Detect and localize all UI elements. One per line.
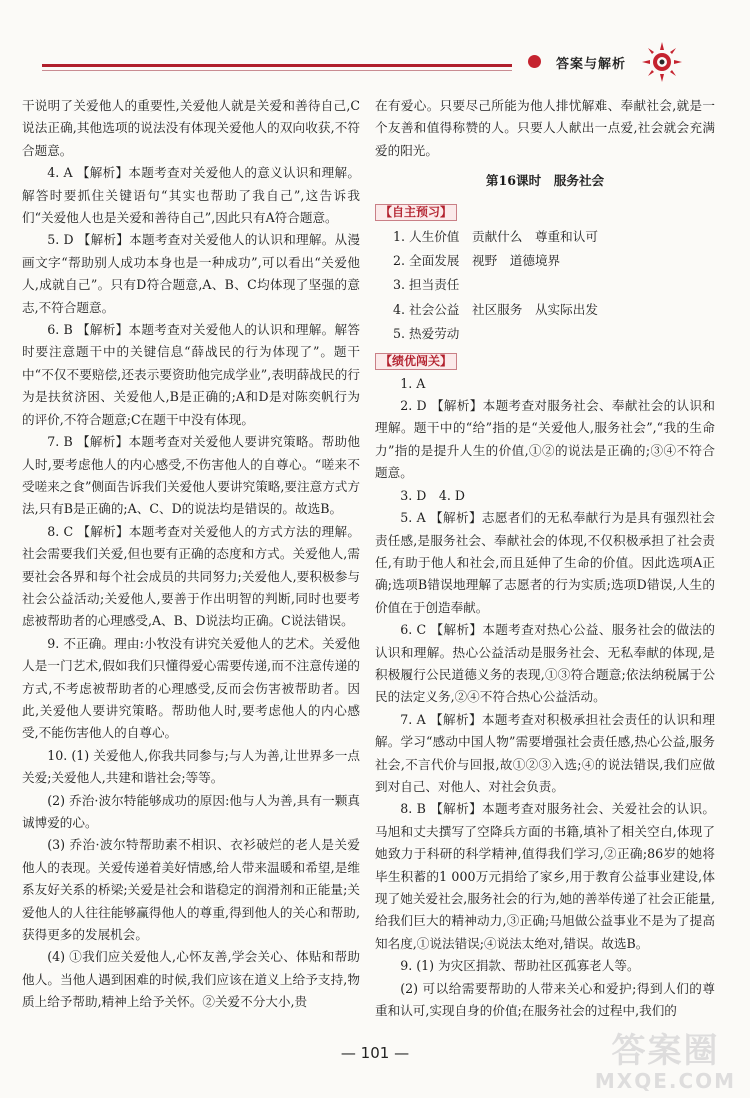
answer-paragraph: 3. D 4. D	[400, 487, 466, 503]
preview-item: 3. 担当责任	[393, 277, 460, 293]
answer-paragraph: 4. A 【解析】本题考查对关爱他人的意义认识和理解。解答时要抓住关键语句“其实也帮助了我自己”,这告诉我们“关爱他人也是关爱和善待自己”,因此只有A符合题意。	[22, 165, 360, 226]
answer-paragraph: 5. D 【解析】本题考查对关爱他人的认识和理解。从漫画文字“帮助别人成功本身也是一种成功”,可以看出“关爱他人,成就自己”。只有D符合题意,A、B、C均体现了坚强的意志,不符合题意。	[22, 232, 360, 315]
answer-paragraph: 9. (1) 为灾区捐款、帮助社区孤寡老人等。	[400, 958, 640, 974]
answer-paragraph: (2) 乔治·波尔特能够成功的原因:他与人为善,具有一颗真诚博爱的心。	[22, 792, 360, 830]
continued-paragraph: 在有爱心。只要尽己所能为他人排忧解难、奉献社会,就是一个友善和值得称赞的人。只要人人献出一点爱,社会就会充满爱的阳光。	[375, 98, 715, 158]
sunburst-logo-icon	[640, 40, 684, 84]
answer-paragraph: 10. (1) 关爱他人,你我共同参与;与人为善,让世界多一点关爱;关爱他人,共建和谐社会;等等。	[22, 747, 360, 786]
header-bullet-icon	[528, 55, 541, 68]
answer-paragraph: 6. B 【解析】本题考查对关爱他人的认识和理解。解答时要注意题干中的关键信息“薛战民的行为体现了”。题干中“不仅不要赔偿,还表示要资助他完成学业”,表明薛战民的行为是扶贫济困、关爱他人,B是正确的;A和D是对陈奕帆行为的评价,不符合题意;C在题干中没有体现。	[22, 322, 360, 427]
answer-paragraph: (4) ①我们应关爱他人,心怀友善,学会关心、体贴和帮助他人。当他人遇到困难的时候,我们应该在道义上给予支持,物质上给予帮助,精神上给予关怀。②关爱不分大小,贵	[22, 949, 360, 1010]
answer-paragraph: 8. B 【解析】本题考查对服务社会、关爱社会的认识。马旭和丈夫撰写了空降兵方面的书籍,填补了相关空白,体现了她致力于科研的科学精神,值得我们学习,②正确;86岁的她将毕生积蓄的1 000万元捐给了家乡,用于教育公益事业建设,体现了她关爱社会,服务社会的行为,她的善举传递了社会正能量,给我们巨大的精神动力,③正确;马旭做公益事业不是为了提高知名度,①说法错误;④说法太绝对,错误。故选B。	[375, 801, 715, 951]
preview-item: 1. 人生价值 贡献什么 尊重和认可	[393, 228, 598, 244]
answer-paragraph: 7. A 【解析】本题考查对积极承担社会责任的认识和理解。学习“感动中国人物”需要增强社会责任感,热心公益,服务社会,不言代价与回报,故①②③入选;④的说法错误,我们应做到对自己、对他人、对社会负责。	[375, 711, 715, 794]
preview-item: 2. 全面发展 视野 道德境界	[393, 253, 561, 269]
lesson-title: 第16课时 服务社会	[485, 173, 605, 189]
section-label-preview: 【自主预习】	[375, 204, 457, 221]
answer-paragraph: (3) 乔治·波尔特帮助素不相识、衣衫破烂的老人是关爱他人的表现。关爱传递着美好情感,给人带来温暖和希望,是维系友好关系的桥梁;关爱是社会和谐稳定的润滑剂和正能量;关爱他人的人往往能够赢得他人的尊重,得到他人的关心和帮助,获得更多的发展机会。	[22, 837, 360, 943]
page-number: — 101 —	[340, 1044, 410, 1062]
exercise-answers	[375, 373, 715, 1023]
watermark	[593, 1032, 738, 1092]
header-rule-thin	[42, 70, 512, 71]
left-column	[22, 95, 360, 1014]
answer-paragraph: 5. A 【解析】志愿者们的无私奉献行为是具有强烈社会责任感,是服务社会、奉献社会的体现,不仅积极承担了社会责任,有助于他人和社会,而且延伸了生命的价值。因此选项A正确;选项B错误地理解了志愿者的行为实质;选项D错误,人生的价值在于创造奉献。	[375, 510, 715, 615]
right-column	[375, 95, 715, 1022]
answer-paragraph: 1. A	[400, 375, 426, 391]
watermark-url: MXQE.COM	[594, 1069, 737, 1093]
answer-paragraph: (2) 可以给需要帮助的人带来关心和爱护;得到人们的尊重和认可,实现自身的价值;在服务社会的过程中,我们的	[375, 980, 715, 1019]
answer-paragraph: 6. C 【解析】本题考查对热心公益、服务社会的做法的认识和理解。热心公益活动是服务社会、无私奉献的体现,是积极履行公民道德义务的表现,①③符合题意;依法纳税属于公民的法定义务,②④不符合热心公益活动。	[375, 622, 715, 705]
section-label-exercises: 【绩优闯关】	[375, 353, 457, 370]
answer-paragraph: 干说明了关爱他人的重要性,关爱他人就是关爱和善待自己,C说法正确,其他选项的说法没有体现关爱他人的双向收获,不符合题意。	[22, 98, 360, 158]
preview-item: 5. 热爱劳动	[393, 326, 460, 342]
watermark-logo-text: 答案圈	[611, 1031, 720, 1071]
answer-paragraph: 2. D 【解析】本题考查对服务社会、奉献社会的认识和理解。题干中的“给”指的是“关爱他人,服务社会”,“我的生命力”指的是提升人生的价值,①②的说法是正确的;③④不符合题意。	[375, 398, 715, 481]
answer-paragraph: 8. C 【解析】本题考查对关爱他人的方式方法的理解。社会需要我们关爱,但也要有正确的态度和方式。关爱他人,需要社会各界和每个社会成员的共同努力;关爱他人,要积极参与社会公益活动;关爱他人,要善于作出明智的判断,同时也要考虑被帮助者的心理感受,A、B、D说法均正确。C说法错误。	[22, 523, 360, 629]
answer-paragraph: 7. B 【解析】本题考查对关爱他人要讲究策略。帮助他人时,要考虑他人的内心感受,不伤害他人的自尊心。“嗟来不受嗟来之食”侧面告诉我们关爱他人要讲究策略,要注意方式方法,只有B是正确的;A、C、D的说法均是错误的。故选B。	[22, 434, 360, 517]
preview-item: 4. 社会公益 社区服务 从实际出发	[393, 301, 598, 317]
header-rule	[42, 64, 512, 67]
answer-paragraph: 9. 不正确。理由:小牧没有讲究关爱他人的艺术。关爱他人是一门艺术,假如我们只懂得爱心需要传递,而不注意传递的方式,不考虑被帮助者的心理感受,反而会伤害被帮助者。因此,关爱他人要讲究策略。帮助他人时,要考虑他人的内心感受,不能伤害他人的自尊心。	[22, 635, 360, 741]
header-title: 答案与解析	[556, 57, 627, 72]
preview-answers	[375, 226, 715, 346]
